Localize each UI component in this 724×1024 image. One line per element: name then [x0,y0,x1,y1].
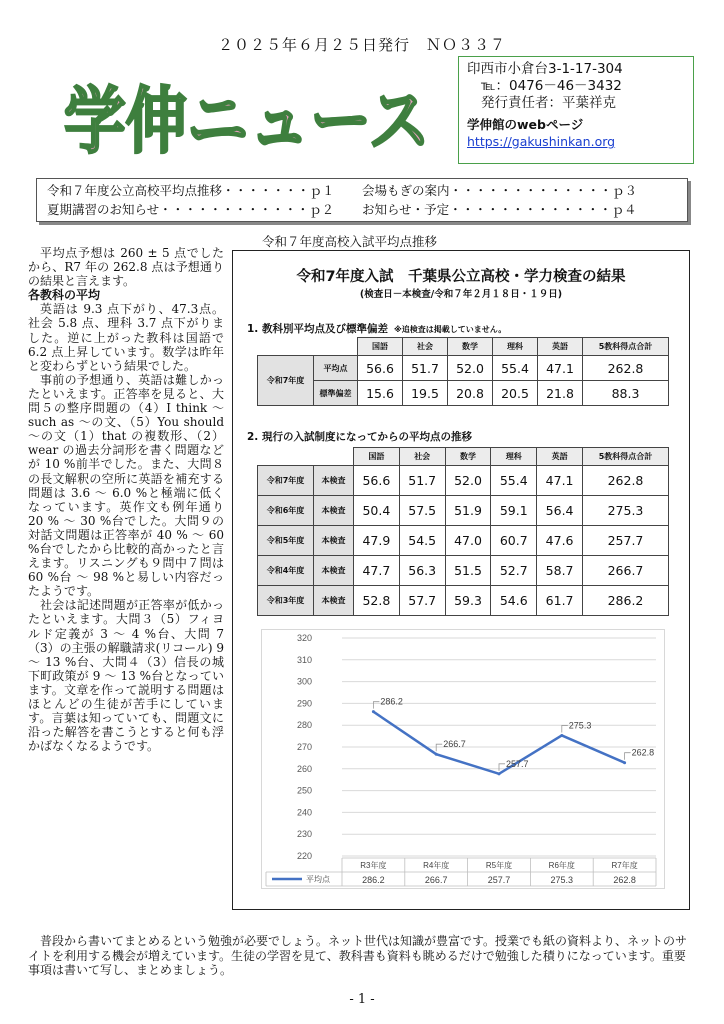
data-point [623,761,626,764]
y-tick-label: 230 [296,829,312,840]
article-paragraph: 英語は 9.3 点下がり、47.3点。社会 5.8 点、理科 3.7 点下がりました。逆に上がった教科は国語で 6.2 点上昇しています。数学は昨年と変わらずという結果でした。 [28,302,224,373]
table-row [258,381,669,406]
label-leader [562,725,568,732]
column-header: 数学 [448,338,493,356]
table-cell: 47.1 [538,356,583,381]
x-category-label: R7年度 [611,861,638,870]
data-label: 262.8 [631,747,655,758]
toc-item[interactable]: 夏期講習のお知らせ・・・・・・・・・・・・ｐ２ [47,202,335,217]
y-tick-label: 310 [296,654,312,665]
table-of-contents [36,178,688,222]
y-tick-label: 270 [296,742,312,752]
table-cell: 88.3 [583,381,669,406]
article-paragraph: 社会は記述問題が正答率が低かったといえます。大問３（5）フィヨルド定義が 3 ～ 4 %台、大問 7（3）の主張の解職請求(リコール) 9 ～ 13 %台、大問４（3）信長の城下町政策が 9 ～ 13 %台となっています。文章を作って説明する問題はほとんどの生徒が苦手にしています。言葉は知っていても、問題文に沿った解答を書こうとすると何も浮かばなくなるようです。 [28,598,224,754]
article-column [28,246,224,753]
column-header: 理科 [493,338,538,356]
page-number: - 1 - [349,992,375,1007]
toc-item[interactable]: お知らせ・予定・・・・・・・・・・・・・ｐ４ [362,202,637,217]
data-point [372,710,375,713]
table-value: 262.8 [613,875,636,885]
y-tick-label: 250 [296,785,312,796]
newsletter-logo [58,68,438,163]
column-header: 国語 [358,338,403,356]
exam-results-figure [232,250,690,910]
address: 印西市小倉台3-1-17-304 [467,61,623,77]
label-leader [625,753,631,760]
row-label: 標準偏差 [314,381,358,406]
column-header: 英語 [538,338,583,356]
web-title: 学伸館のwebページ [467,117,584,132]
table-cell: 20.5 [493,381,538,406]
column-header: 社会 [399,448,445,466]
table-row: 令和3年度 本検査 52.8 57.7 59.3 54.6 61.7 286.2 [258,586,669,616]
subject-average-table [257,337,669,406]
y-tick-label: 280 [296,720,312,731]
table-cell: 55.4 [493,356,538,381]
column-header: 理科 [491,448,537,466]
column-header: 英語 [537,448,583,466]
data-point [498,772,501,775]
table-row: 令和6年度 本検査 50.4 57.5 51.9 59.1 56.4 275.3 [258,496,669,526]
figure-title: 令和7年度入試 千葉県公立高校・学力検査の結果 [296,269,626,285]
data-point [435,753,438,756]
y-tick-label: 290 [296,698,312,709]
table-row: 令和7年度 本検査 56.6 51.7 52.0 55.4 47.1 262.8 [258,466,669,496]
table-cell: 21.8 [538,381,583,406]
table-cell: 56.6 [358,356,403,381]
article-paragraph: 事前の予想通り、英語は難しかったといえます。正答率を見ると、大問５の整序問題の（4）I think ～ such as ～の文、（5）You should ～の文（1）that の複数形、（2）wear の過去分詞形を書く問題などが 10 %前半でした。また、大問８の長文解釈の空所に英語を補充する問題は 3.6 ～ 6.0 %と極端に低くなっています。英作文も例年通り 20 % ～ 30 %台でした。大問９の対話文問題は正答率が 40 % ～ 60 %台でしたから比較的高かったと言えます。リスニングも９問中７問は 60 %台 ～ 98 %と易しい内容だったようです。 [28,372,224,599]
y-tick-label: 260 [296,763,312,774]
line-chart-container [261,629,665,889]
table-cell: 20.8 [448,381,493,406]
toc-item[interactable]: 会場もぎの案内・・・・・・・・・・・・・ｐ３ [362,183,638,198]
data-label: 257.7 [506,758,529,769]
article-paragraph: 平均点予想は 260 ± 5 点でしたから、R7 年の 262.8 点は予想通りの結果と言えます。 [28,246,224,289]
table-row: 令和4年度 本検査 47.7 56.3 51.5 52.7 58.7 266.7 [258,556,669,586]
column-header: 5教科得点合計 [583,448,669,466]
logo-text: 学伸ニュース [64,79,430,163]
legend-label: 平均点 [306,875,330,884]
figure-subtitle: (検査日－本検査/令和７年２月１８日・１９日) [359,289,563,300]
table-cell: 51.7 [403,356,448,381]
table-value: 266.7 [424,875,448,885]
article-paragraph: 普段から書いてまとめるという勉強が必要でしょう。ネット世代は知識が豊富です。授業でも紙の資料より、ネットのサイトを利用する機会が増えています。生徒の学習を見て、教科書も資料も眺めるだけで勉強した積りになっています。重要事項は書いて写し、まとめましょう。 [28,934,688,977]
average-history-table [257,447,669,616]
row-label: 平均点 [314,356,358,381]
article-heading: 各教科の平均 [28,288,101,303]
x-category-label: R6年度 [548,861,575,870]
x-category-label: R5年度 [485,861,513,870]
y-tick-label: 320 [296,633,312,643]
data-point [560,734,563,737]
figure-caption: 令和７年度高校入試平均点推移 [262,234,438,249]
column-header: 国語 [354,448,400,466]
data-label: 266.7 [443,739,466,750]
label-leader [373,702,379,709]
label-leader [436,744,442,751]
table-value: 286.2 [362,875,385,885]
section-heading: 2. 現行の入試制度になってからの平均点の推移 [247,431,472,443]
column-header: 社会 [403,338,448,356]
table-cell: 262.8 [583,356,669,381]
section-heading: 1. 教科別平均点及び標準偏差 ※追検査は掲載していません。 [247,323,507,335]
line-chart [262,630,666,890]
issue-date-line: ２０２５年６月２５日発行 ＮＯ３３７ [217,36,506,54]
row-year: 令和7年度 [258,356,314,406]
data-label: 275.3 [568,720,592,731]
toc-item[interactable]: 令和７年度公立高校平均点推移・・・・・・・ｐ１ [47,183,335,198]
x-category-label: R4年度 [423,861,450,870]
table-value: 275.3 [550,875,574,885]
x-category-label: R3年度 [360,861,387,870]
table-row [258,356,669,381]
website-link[interactable]: https://gakushinkan.org [467,134,616,149]
table-value: 257.7 [487,875,511,885]
table-cell: 19.5 [403,381,448,406]
column-header: 5教科得点合計 [583,338,669,356]
y-tick-label: 220 [296,851,312,861]
section-note: ※追検査は掲載していません。 [393,325,507,334]
data-label: 286.2 [380,696,403,707]
y-tick-label: 300 [296,676,312,687]
table-cell: 15.6 [358,381,403,406]
column-header: 数学 [445,448,491,466]
y-tick-label: 240 [296,807,312,818]
telephone: ℡：0476－46－3432 [481,78,622,94]
table-cell: 52.0 [448,356,493,381]
contact-info-box [458,56,694,164]
table-row: 令和5年度 本検査 47.9 54.5 47.0 60.7 47.6 257.7 [258,526,669,556]
publisher: 発行責任者：平葉祥克 [481,95,616,111]
